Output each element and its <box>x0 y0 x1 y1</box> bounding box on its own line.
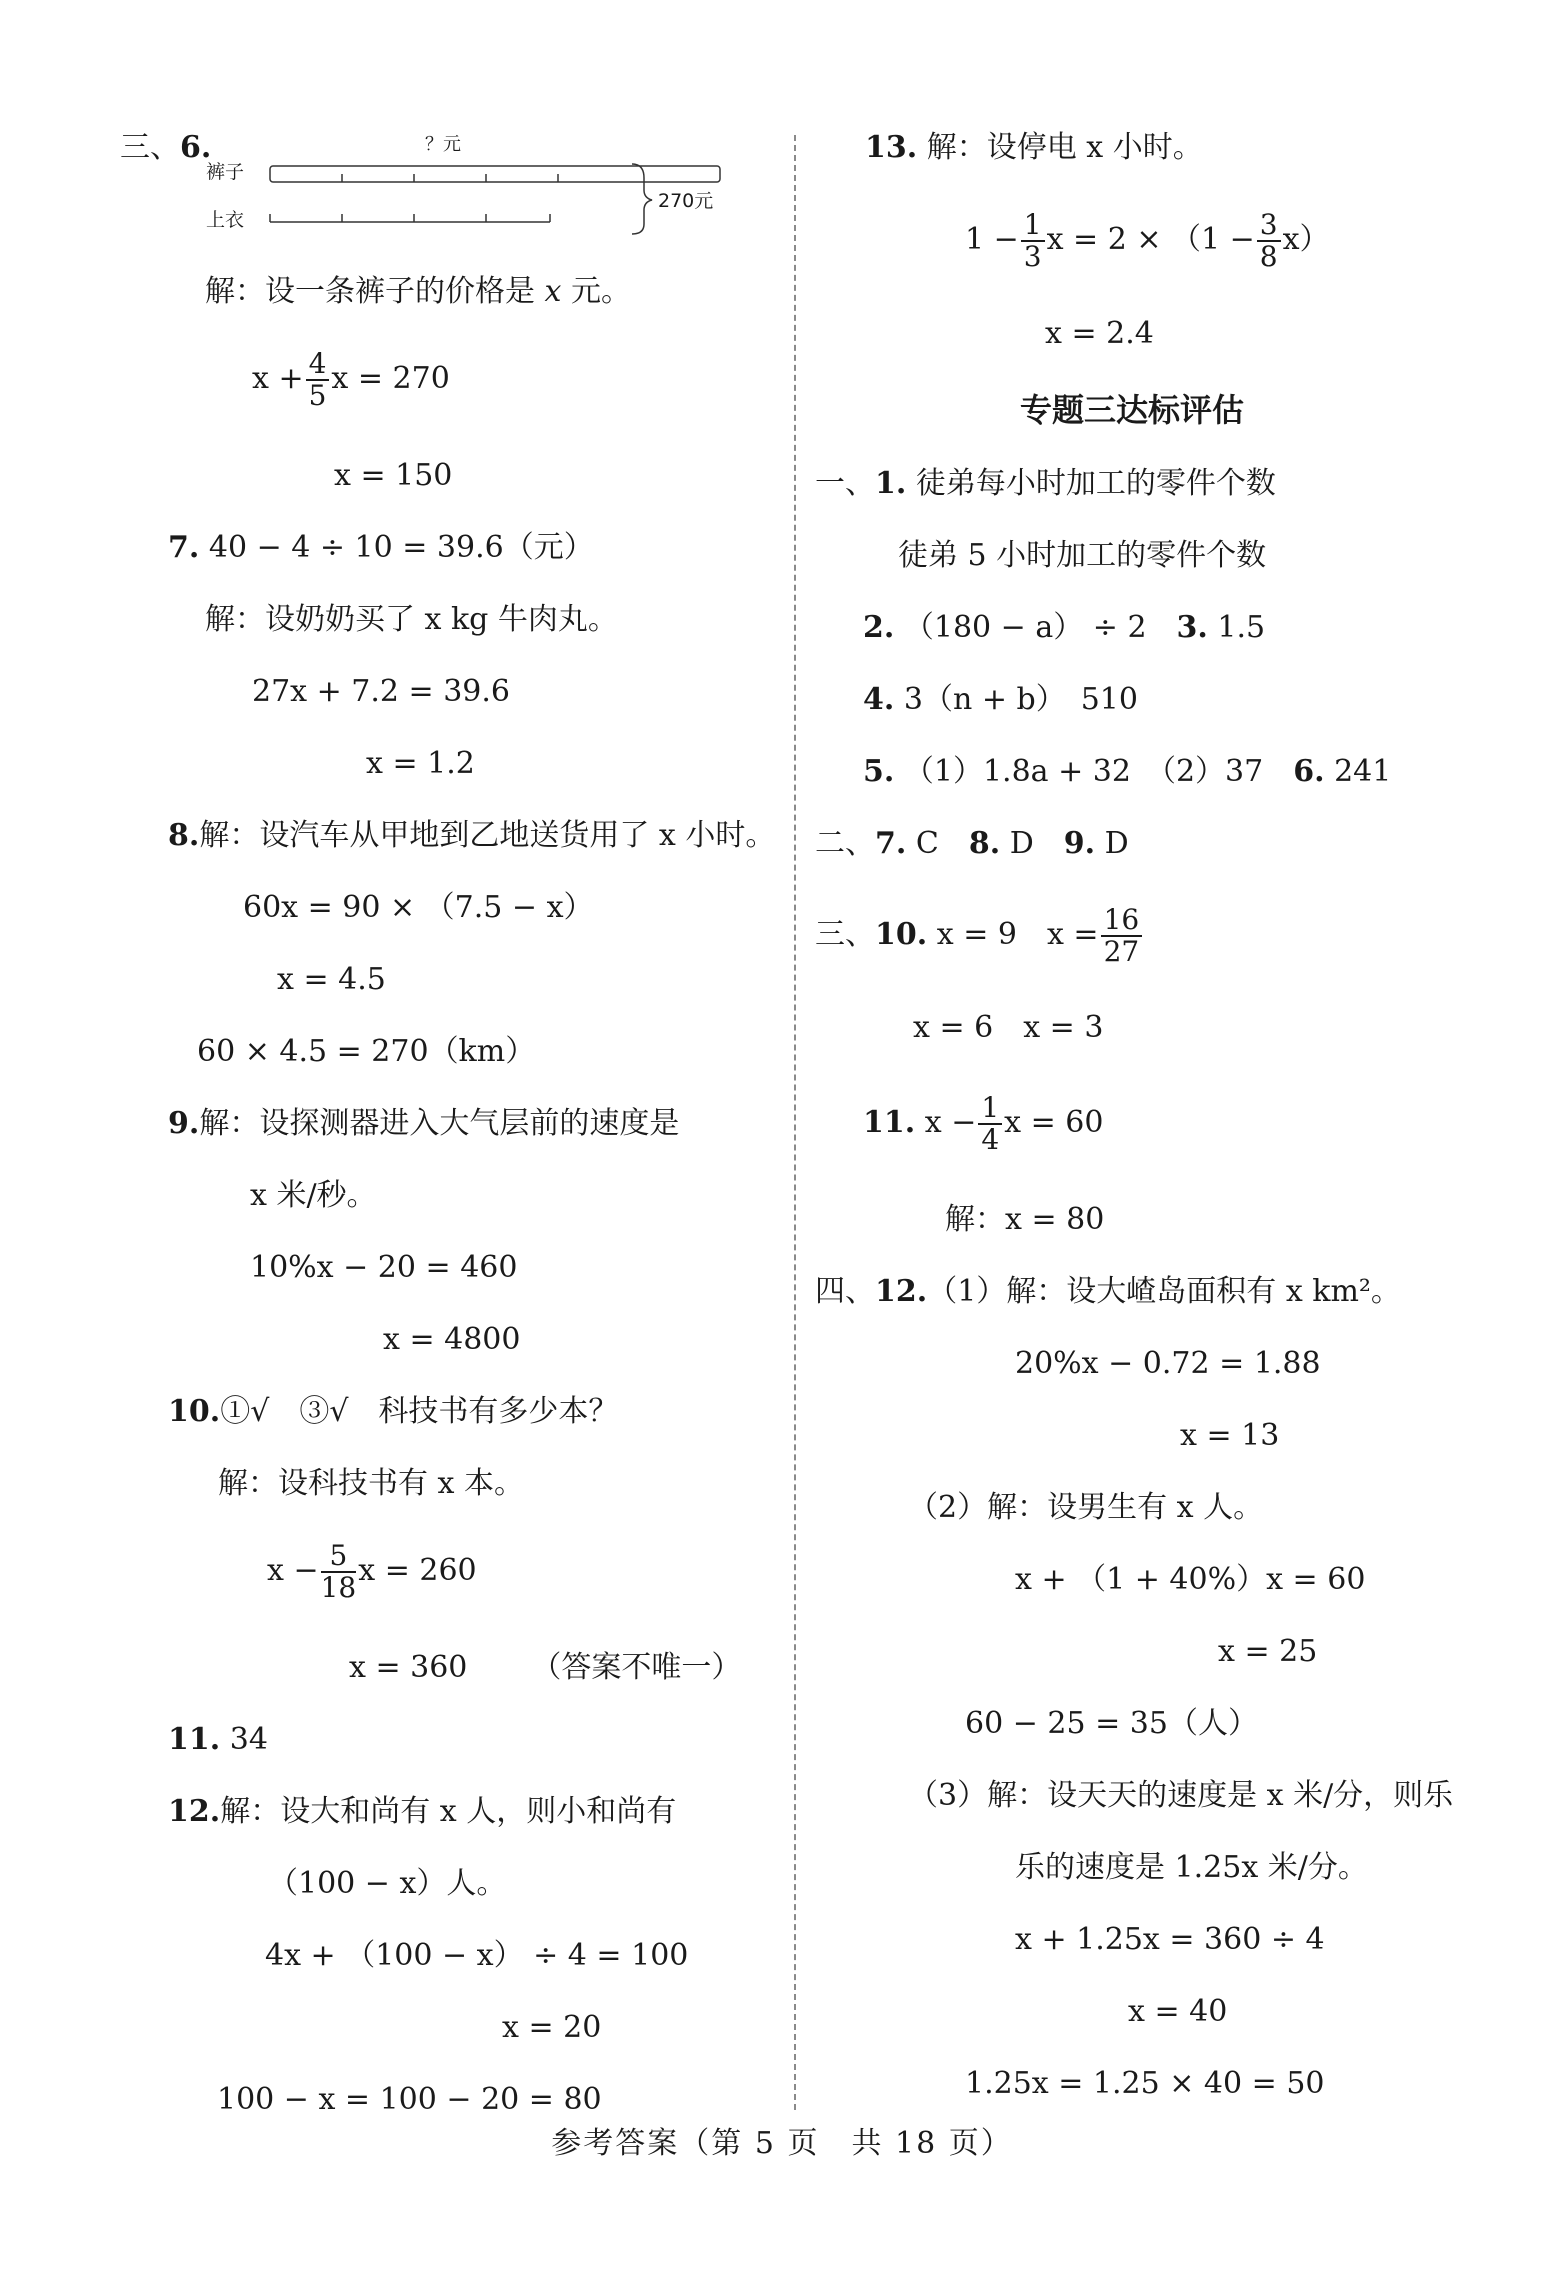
q9-equation: 10%x − 20 = 460 <box>250 1250 518 1285</box>
q6-equation: x + $\frac{4}{5}$ x = 270 <box>252 347 450 412</box>
q12-equation: 4x + （100 − x） ÷ 4 = 100 <box>265 1938 689 1973</box>
s4-q12-eq2: x + （1 + 40%）x = 60 <box>1015 1562 1366 1597</box>
q7-calc: 7. 40 − 4 ÷ 10 = 39.6（元） <box>168 530 594 565</box>
q9-solution-2: x 米/秒。 <box>250 1178 377 1213</box>
s4-q12-ans2: x = 25 <box>1218 1634 1318 1669</box>
s3-q11-answer: 解：x = 80 <box>945 1202 1105 1237</box>
fraction: $\frac{5}{18}$ <box>320 1539 357 1604</box>
q7-answer: x = 1.2 <box>366 746 475 781</box>
page-footer: 参考答案（第 5 页 共 18 页） <box>551 2126 1013 2161</box>
s1-q2-q3: 2. （180 − a） ÷ 2 3. 1.5 <box>863 610 1266 645</box>
s1-q4: 4. 3（n + b） 510 <box>863 682 1138 717</box>
pants-ticks <box>342 174 558 182</box>
s1-q1a: 一、1. 徒弟每小时加工的零件个数 <box>815 466 1276 501</box>
q12-answer: x = 20 <box>502 2010 602 2045</box>
s4-q12-calc3: 1.25x = 1.25 × 40 = 50 <box>965 2066 1325 2101</box>
diagram-label-total: 270元 <box>658 190 714 212</box>
q8-solution: 8.解：设汽车从甲地到乙地送货用了 x 小时。 <box>168 818 776 853</box>
q6-solution: 解：设一条裤子的价格是 x 元。 <box>205 274 632 309</box>
fraction: $\frac{1}{4}$ <box>978 1093 1002 1155</box>
q7-solution: 解：设奶奶买了 x kg 牛肉丸。 <box>205 602 618 637</box>
q6-heading: 三、6. <box>120 130 212 165</box>
s3-q10: 三、10. x = 9 x = $\frac{16}{27}$ <box>815 900 1144 970</box>
q10-answer: x = 360 （答案不唯一） <box>349 1650 742 1685</box>
q9-solution: 9.解：设探测器进入大气层前的速度是 <box>168 1106 680 1141</box>
q8-calc: 60 × 4.5 = 270（km） <box>197 1034 536 1069</box>
fraction: $\frac{4}{5}$ <box>306 349 330 411</box>
s4-q12-3: （3）解：设天天的速度是 x 米/分，则乐 <box>908 1778 1454 1813</box>
q8-answer: x = 4.5 <box>277 962 386 997</box>
s1-q1b: 徒弟 5 小时加工的零件个数 <box>898 538 1267 573</box>
s4-q12-eq1: 20%x − 0.72 = 1.88 <box>1015 1346 1321 1381</box>
q10-equation: x − $\frac{5}{18}$ x = 260 <box>267 1539 477 1604</box>
s4-q12-ans3: x = 40 <box>1128 1994 1228 2029</box>
q13-equation: 1 − $\frac{1}{3}$ x = 2 × （1 − $\frac{3}{8}$ x） <box>965 208 1330 273</box>
q12-calc: 100 − x = 100 − 20 = 80 <box>217 2082 602 2117</box>
diagram-label-question: ？元 <box>425 134 461 155</box>
q10-solution: 解：设科技书有 x 本。 <box>218 1466 524 1501</box>
s4-q12-3b: 乐的速度是 1.25x 米/分。 <box>1015 1850 1368 1885</box>
q13-solution: 13. 解：设停电 x 小时。 <box>865 130 1203 165</box>
diagram-label-pants: 裤子 <box>206 161 245 183</box>
q12-solution: 12.解：设大和尚有 x 人，则小和尚有 <box>168 1794 677 1829</box>
diagram-label-top: 上衣 <box>206 209 245 231</box>
s4-q12-1: 四、12.（1）解：设大嵖岛面积有 x km²。 <box>815 1274 1401 1309</box>
q12-solution-2: （100 − x）人。 <box>268 1866 507 1901</box>
section-title: 专题三达标评估 <box>1020 391 1245 429</box>
s3-q11: 11. x − $\frac{1}{4}$ x = 60 <box>863 1091 1104 1156</box>
fraction: $\frac{1}{3}$ <box>1021 210 1045 272</box>
top-ticks <box>270 214 550 222</box>
s3-q10-answer: x = 6 x = 3 <box>913 1010 1104 1045</box>
q9-answer: x = 4800 <box>383 1322 521 1357</box>
q6-diagram <box>200 130 740 240</box>
q7-equation: 27x + 7.2 = 39.6 <box>252 674 511 709</box>
s4-q12-calc2: 60 − 25 = 35（人） <box>965 1706 1258 1741</box>
fraction: $\frac{16}{27}$ <box>1101 905 1143 967</box>
s4-q12-eq3: x + 1.25x = 360 ÷ 4 <box>1015 1922 1325 1957</box>
s4-q12-ans1: x = 13 <box>1180 1418 1280 1453</box>
q13-answer: x = 2.4 <box>1045 316 1154 351</box>
q10-ticks: 10.①√ ③√ 科技书有多少本？ <box>168 1394 619 1429</box>
total-brace <box>632 164 652 234</box>
pants-bar <box>270 166 720 182</box>
s1-q5-q6: 5. （1）1.8a + 32 （2）37 6. 241 <box>863 754 1392 789</box>
fraction: $\frac{3}{8}$ <box>1257 210 1281 272</box>
q6-answer: x = 150 <box>334 458 453 493</box>
s4-q12-2: （2）解：设男生有 x 人。 <box>908 1490 1264 1525</box>
q8-equation: 60x = 90 × （7.5 − x） <box>243 890 594 925</box>
column-divider <box>794 135 796 2110</box>
s2-answers: 二、7. C 8. D 9. D <box>815 826 1129 861</box>
q11: 11. 34 <box>168 1722 268 1757</box>
